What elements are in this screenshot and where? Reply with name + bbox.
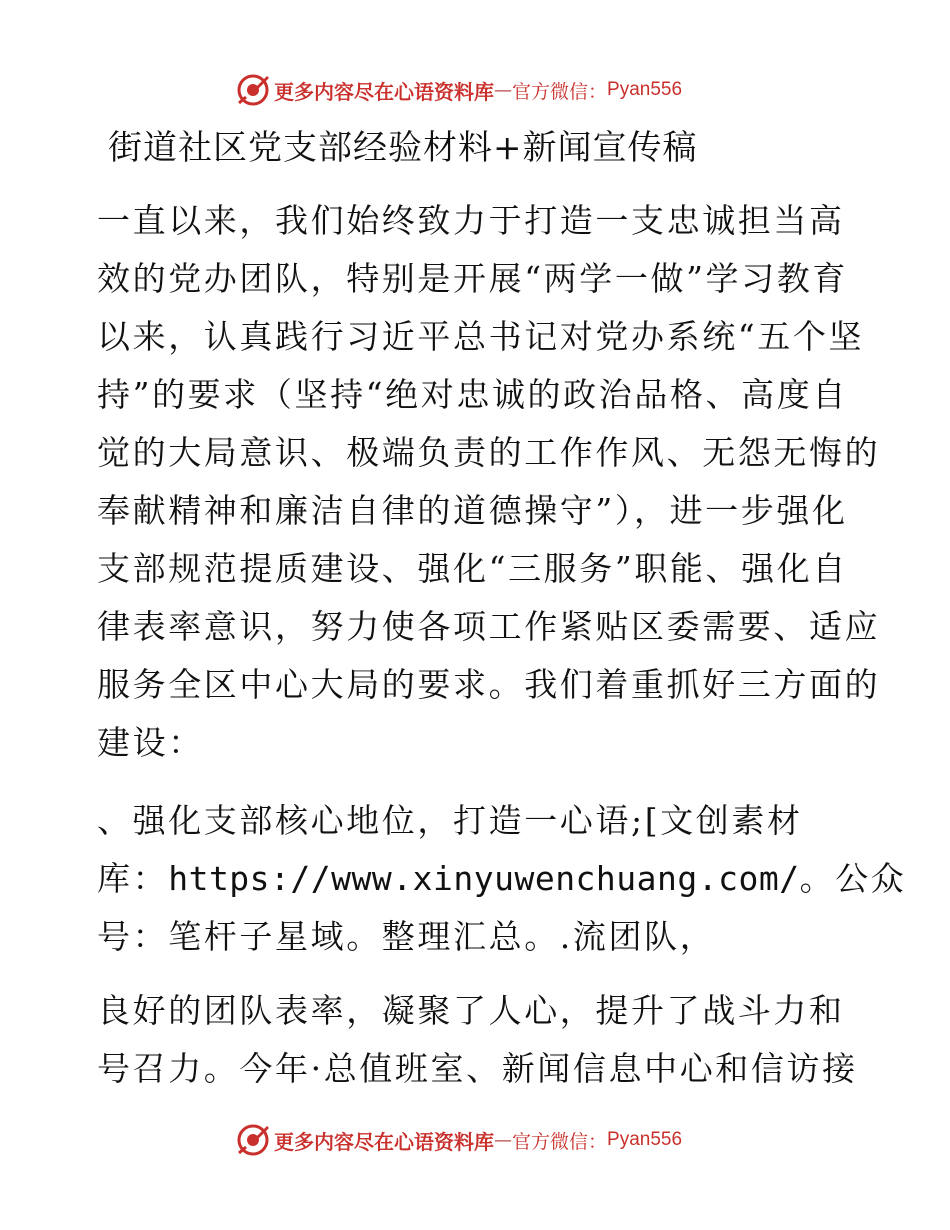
paragraph-section-one [97,792,907,966]
website-link[interactable]: https://www.xinyuwenchuang.com/ [168,859,800,898]
banner-text: 更多内容尽在心语资料库 [274,1129,494,1154]
text-line: 良好的团队表率，凝聚了人心，提升了战斗力和 [97,991,845,1030]
text-line: 持”的要求（坚持“绝对忠诚的政治品格、高度自 [97,375,848,414]
banner-wechat-label: 官方微信： [512,1130,608,1153]
text-line: 号：笔杆子星域。整理汇总。.流团队， [97,917,716,956]
banner-separator: — [494,79,512,101]
banner-text: 更多内容尽在心语资料库 [274,79,494,104]
banner-wechat-label: 官方微信： [512,80,608,103]
paragraph-intro [97,192,881,772]
text-line: 一直以来，我们始终致力于打造一支忠诚担当高 [97,201,845,240]
text-line: 号召力。今年·总值班室、新闻信息中心和信访接 [97,1049,858,1088]
text-line: 觉的大局意识、极端负责的工作作风、无怨无悔的 [97,433,881,472]
text-line: 建设： [97,723,204,762]
text-fragment: 库： [97,859,169,898]
banner-wechat-id: Pyan556 [607,1129,683,1150]
text-line: 服务全区中心大局的要求。我们着重抓好三方面的 [97,665,881,704]
header-banner [236,72,682,108]
text-line: 、强化支部核心地位，打造一心语;[文创素材 [97,801,803,840]
document-title: 街道社区党支部经验材料+新闻宣传稿 [108,128,698,168]
text-line [97,850,907,908]
paragraph-team [97,982,857,1098]
text-line: 以来，认真践行习近平总书记对党办系统“五个坚 [97,317,865,356]
text-line: 支部规范提质建设、强化“三服务”职能、强化自 [97,549,848,588]
banner-wechat-id: Pyan556 [607,79,683,100]
brand-logo-icon [236,1123,270,1157]
footer-banner [236,1122,682,1158]
text-fragment: 。公众 [799,859,907,898]
brand-logo-icon [236,73,270,107]
text-line: 律表率意识，努力使各项工作紧贴区委需要、适应 [97,607,881,646]
banner-separator: — [494,1129,512,1151]
text-line: 奉献精神和廉洁自律的道德操守”），进一步强化 [97,491,848,530]
text-line: 效的党办团队，特别是开展“两学一做”学习教育 [97,259,848,298]
